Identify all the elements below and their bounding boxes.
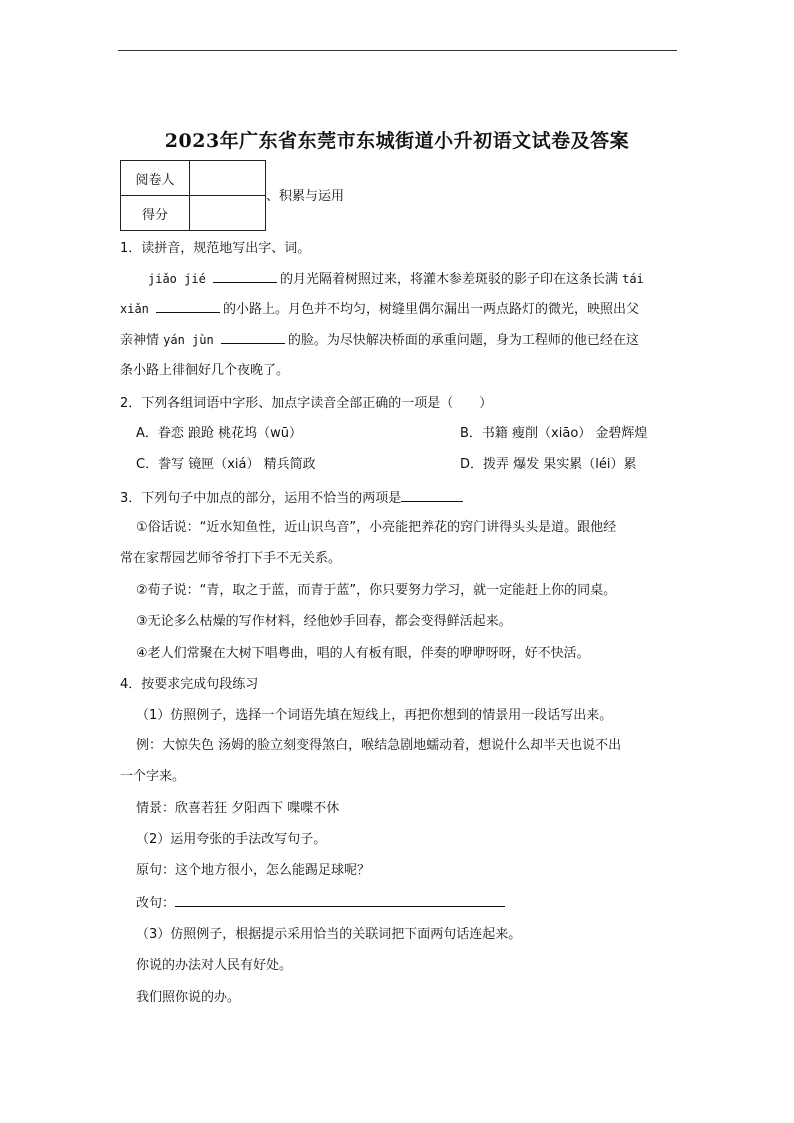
answer-blank-rewrite[interactable] [175,894,505,907]
score-label: 得分 [121,196,190,231]
q1-line-4: 条小路上徘徊好几个夜晚了。 [120,363,290,378]
q1-line2-text: 的小路上。月色并不均匀，树缝里偶尔漏出一两点路灯的微光，映照出父 [223,302,640,317]
q1-line3-text: 的脸。为尽快解决桥面的承重问题，身为工程师的他已经在这 [287,333,639,348]
pinyin-xian: xiǎn [120,302,149,316]
score-field[interactable] [190,196,266,231]
answer-blank-q3[interactable] [401,489,463,502]
header-rule [118,50,677,51]
answer-blank-3[interactable] [221,331,285,344]
q4-sentence-2: 我们照你说的办。 [136,990,241,1005]
page-title: 2023年广东省东莞市东城街道小升初语文试卷及答案 [164,130,630,152]
q4-example-a: 例：大惊失色 汤姆的脸立刻变得煞白，喉结急剧地蠕动着，想说什么却半天也说不出 [136,738,622,753]
q4-example-b: 一个字来。 [120,769,186,784]
q1-line-2 [120,300,639,319]
pinyin-jiaojie: jiǎo jié [148,272,206,286]
q3-item-2: ②荀子说：“青，取之于蓝，而青于蓝”，你只要努力学习，就一定能赶上你的同桌。 [136,583,617,598]
q3-stem [120,489,463,508]
grader-table [120,160,266,231]
q3-item-1a: ①俗话说：“近水知鱼性，近山识鸟音”，小亮能把养花的窍门讲得头头是道。跟他经 [136,520,617,535]
q4-stem: 4．按要求完成句段练习 [120,677,259,692]
answer-blank-2[interactable] [156,300,220,313]
q4-original: 原句：这个地方很小，怎么能踢足球呢？ [136,863,371,878]
q1-line-1 [148,270,644,289]
q2-option-b[interactable]: B．书籍 瘦削（xiāo） 金碧辉煌 [460,426,648,441]
q1-line-3 [120,331,639,350]
q2-option-d[interactable]: D．拨弄 爆发 果实累（léi）累 [460,457,637,472]
q1-line3-prefix: 亲神情 [120,333,160,348]
q4-rewrite [136,894,505,913]
q4-part-1: （1）仿照例子，选择一个词语先填在短线上，再把你想到的情景用一段话写出来。 [136,708,613,723]
answer-blank-1[interactable] [213,270,277,283]
q3-item-3: ③无论多么枯燥的写作材料，经他妙手回春，都会变得鲜活起来。 [136,614,512,629]
q2-stem: 2．下列各组词语中字形、加点字读音全部正确的一项是（ ） [120,396,493,411]
q2-option-a[interactable]: A．眷恋 踉跄 桃花坞（wū） [136,426,303,441]
q1-stem: 1．读拼音，规范地写出字、词。 [120,241,311,256]
reviewer-field[interactable] [190,161,266,196]
q4-sentence-1: 你说的办法对人民有好处。 [136,958,293,973]
pinyin-yanjun: yán jùn [163,333,214,347]
q4-scene: 情景：欣喜若狂 夕阳西下 喋喋不休 [136,801,340,816]
q4-part-2: （2）运用夸张的手法改写句子。 [136,832,327,847]
q3-item-1b: 常在家帮园艺师爷爷打下手不无关系。 [120,551,342,566]
q3-stem-text: 3．下列句子中加点的部分，运用不恰当的两项是 [120,491,402,506]
q1-line1-text: 的月光隔着树照过来，将灌木参差斑驳的影子印在这条长满 [279,272,618,287]
q4-part-3: （3）仿照例子，根据提示采用恰当的关联词把下面两句话连起来。 [136,927,522,942]
q2-option-c[interactable]: C．誊写 镜匣（xiá） 精兵简政 [136,457,316,472]
section-heading: 、积累与运用 [266,189,345,204]
pinyin-tai: tái [622,272,644,286]
rewrite-label: 改句： [136,896,176,911]
q3-item-4: ④老人们常聚在大树下唱粤曲，唱的人有板有眼，伴奏的咿咿呀呀，好不快活。 [136,646,590,661]
reviewer-label: 阅卷人 [121,161,190,196]
